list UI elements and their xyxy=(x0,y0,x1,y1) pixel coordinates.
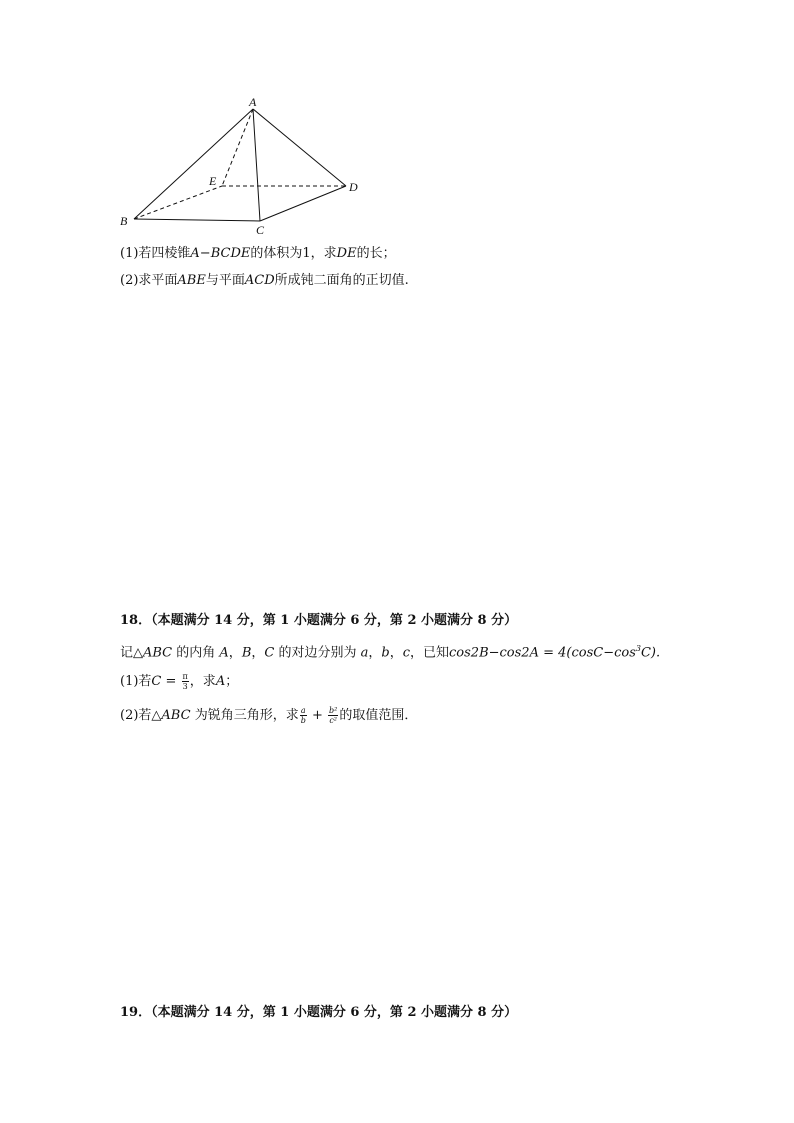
q18-part1: (1)若C = $\frac{\pi}{3}$ ，求A； xyxy=(120,672,239,691)
fraction-pi-over-3: $\frac{\pi}{3}$ xyxy=(182,672,188,691)
vertex-label-d: D xyxy=(349,180,358,194)
edge-ab xyxy=(134,109,253,219)
q18-heading: 18．（本题满分 14 分，第 1 小题满分 6 分，第 2 小题满分 8 分） xyxy=(120,613,518,628)
pyramid-svg xyxy=(110,88,380,238)
pyramid-figure xyxy=(110,88,380,238)
q17-part1: (1)若四棱锥A−BCDE的体积为1，求DE的长； xyxy=(120,246,396,261)
vertex-label-e: E xyxy=(209,174,217,188)
edge-ac xyxy=(253,109,260,221)
edge-ae-hidden xyxy=(222,109,253,186)
vertex-label-a: A xyxy=(249,95,257,109)
vertex-label-c: C xyxy=(256,223,265,237)
q18-part2: (2)若△ABC 为锐角三角形，求 $\frac{a}{b}$ + $\frac{\text{b²}}{\text{c²}}$ 的取值范围． xyxy=(120,706,418,725)
q19-heading: 19．（本题满分 14 分，第 1 小题满分 6 分，第 2 小题满分 8 分） xyxy=(120,1005,518,1020)
vertex-label-b: B xyxy=(120,214,128,228)
edge-be-hidden xyxy=(134,186,222,219)
q18-stem: 记△ABC 的内角 A，B，C 的对边分别为 a，b，c，已知$\cos 2B-\cos 2A = 4(\cos C-\cos^3C)$. xyxy=(120,644,661,661)
fraction-a-over-b: $\frac{a}{b}$ xyxy=(300,706,306,725)
edge-bc xyxy=(134,219,260,221)
fraction-b2-over-c2: $\frac{\text{b²}}{\text{c²}}$ xyxy=(329,706,338,725)
q17-part2: (2)求平面ABE与平面ACD所成钝二面角的正切值. xyxy=(120,273,409,288)
edge-ad xyxy=(253,109,346,186)
edge-cd xyxy=(260,186,346,221)
